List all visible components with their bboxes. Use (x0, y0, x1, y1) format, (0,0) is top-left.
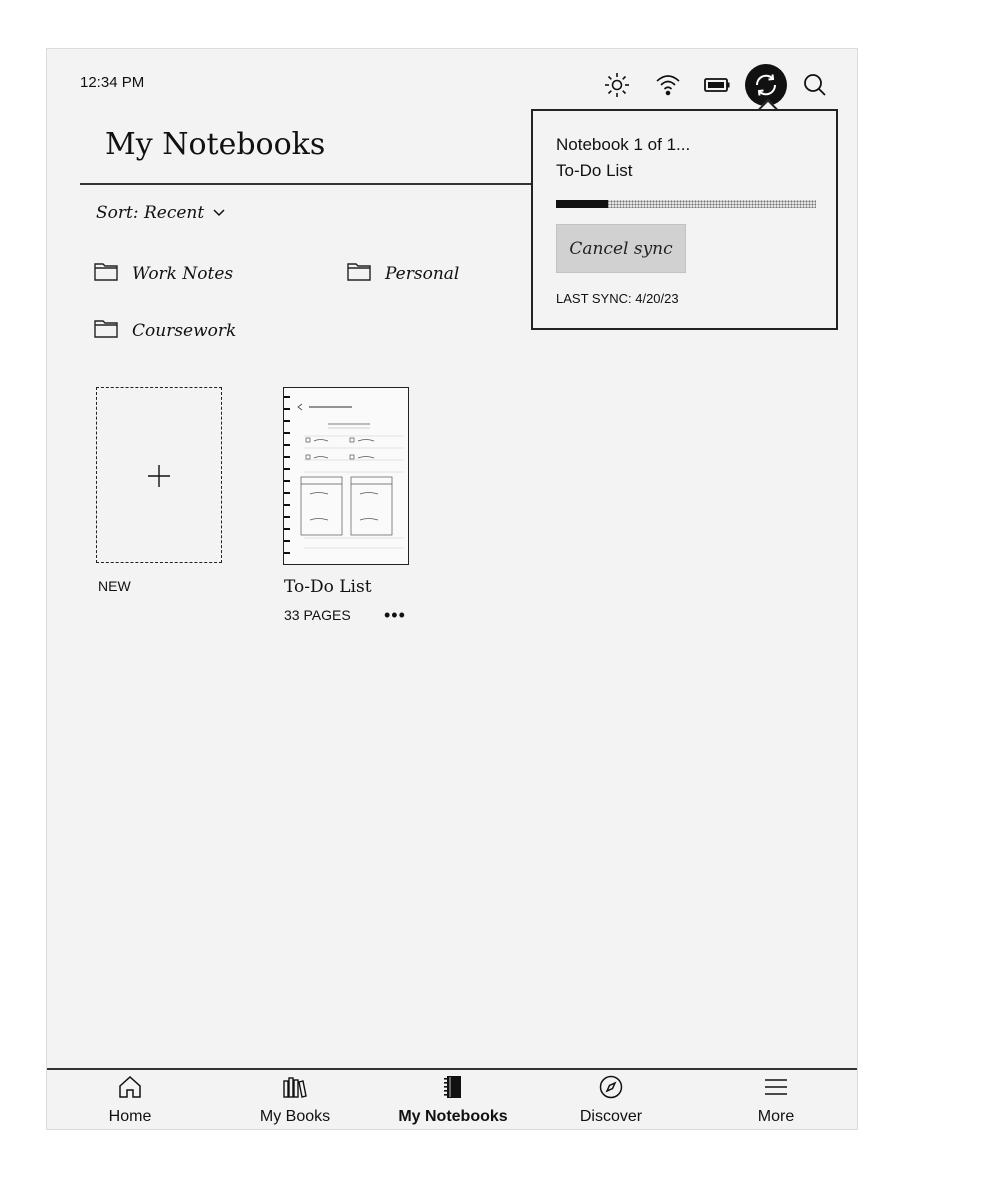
plus-icon (147, 464, 171, 493)
nav-my-notebooks-label: My Notebooks (398, 1108, 508, 1125)
sync-count-text: Notebook 1 of 1... (556, 135, 691, 154)
sort-label: Sort: Recent (96, 203, 205, 223)
sync-notebook-name: To-Do List (556, 161, 633, 180)
menu-icon (763, 1074, 789, 1105)
folder-item[interactable] (94, 318, 236, 343)
notebook-page-preview (284, 388, 407, 563)
nav-my-books[interactable] (215, 1074, 375, 1126)
sync-progress-fill (556, 200, 608, 208)
last-sync-text: LAST SYNC: 4/20/23 (556, 291, 679, 306)
nav-my-books-label: My Books (259, 1108, 331, 1125)
new-notebook-button[interactable] (96, 387, 222, 563)
folder-icon (94, 318, 118, 343)
wifi-icon[interactable] (652, 69, 684, 106)
nav-discover[interactable] (531, 1074, 691, 1126)
clock: 12:34 PM (80, 74, 145, 91)
nav-home-label: Home (108, 1108, 152, 1125)
folder-name: Coursework (132, 320, 237, 341)
nav-more[interactable] (696, 1074, 856, 1126)
bottom-nav (47, 1068, 857, 1129)
cancel-sync-button[interactable]: Cancel sync (556, 224, 686, 273)
nav-home[interactable] (50, 1074, 210, 1126)
brightness-icon[interactable] (601, 69, 633, 106)
more-options-button[interactable]: ••• (384, 605, 406, 625)
folder-name: Work Notes (132, 263, 234, 284)
folder-item[interactable] (94, 261, 233, 286)
notebook-thumbnail[interactable] (283, 387, 409, 565)
nav-my-notebooks[interactable] (373, 1074, 533, 1126)
folder-icon (347, 261, 371, 286)
device-screen (46, 48, 858, 1130)
page-title: My Notebooks (105, 127, 326, 162)
sync-progress-bar (556, 200, 816, 208)
books-icon (282, 1074, 308, 1105)
folder-icon (94, 261, 118, 286)
title-divider (80, 183, 532, 185)
battery-icon (701, 69, 733, 106)
nav-more-label: More (757, 1108, 795, 1125)
folder-item[interactable] (347, 261, 459, 286)
notebooks-icon (440, 1074, 466, 1105)
nav-discover-label: Discover (579, 1108, 643, 1125)
chevron-down-icon (212, 203, 226, 223)
folder-name: Personal (385, 263, 460, 284)
home-icon (117, 1074, 143, 1105)
sync-popup (531, 109, 838, 330)
compass-icon (598, 1074, 624, 1105)
search-icon[interactable] (799, 69, 831, 106)
notebook-title[interactable]: To-Do List (284, 577, 372, 597)
sort-dropdown[interactable] (96, 203, 226, 223)
notebook-page-count: 33 PAGES (284, 607, 351, 623)
new-notebook-label: NEW (98, 578, 131, 594)
